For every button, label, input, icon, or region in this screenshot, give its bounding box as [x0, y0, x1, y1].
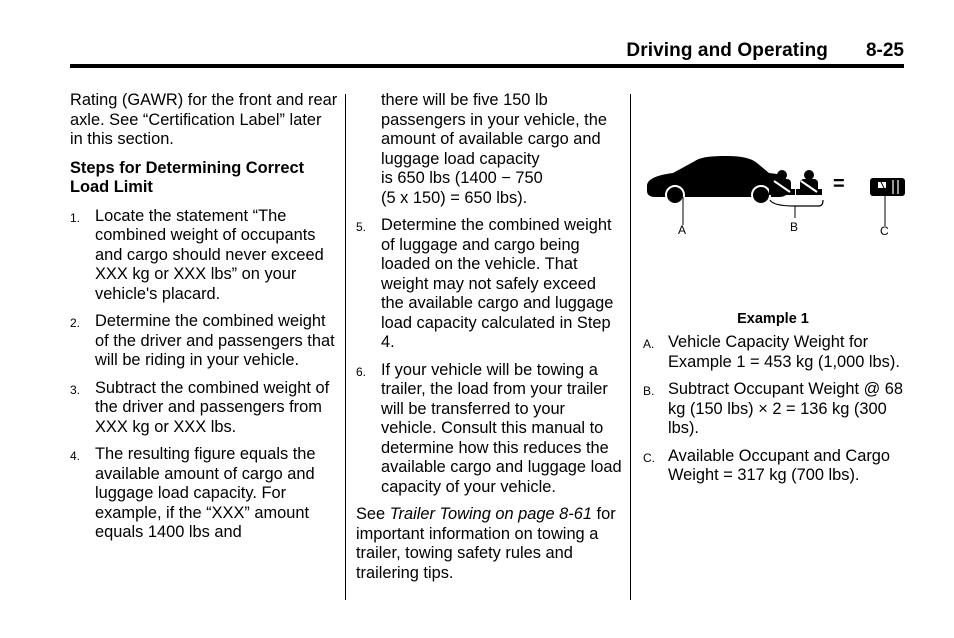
item-text: Available Occupant and Cargo Weight = 317 kg (700 lbs).	[668, 446, 891, 484]
trailer-towing-link[interactable]: Trailer Towing on page 8-61	[389, 505, 592, 523]
item-text: Vehicle Capacity Weight for Example 1 = 453 kg (1,000 lbs).	[668, 333, 900, 371]
label-b: B	[790, 220, 799, 234]
intro-paragraph: Rating (GAWR) for the front and rear axle. See “Certification Label” later in this section.	[70, 91, 338, 148]
see-suffix: for important information on towing a trailer, towing safety rules and trailering tips.	[356, 505, 616, 582]
load-illustration	[643, 91, 913, 301]
car-icon	[647, 156, 788, 204]
step-text: If your vehicle will be towing a trailer, the load from your trailer will be transferred to your vehicle. Consult this manual to determine how this reduces the available cargo and luggage load capacity of your vehicle.	[381, 360, 622, 496]
figure-caption: Example 1	[737, 311, 809, 327]
step-number: 3.	[70, 382, 81, 397]
list-item	[356, 216, 622, 353]
cargo-seat-icon	[870, 178, 905, 196]
steps-heading: Steps for Determining Correct Load Limit	[70, 158, 305, 196]
column-divider	[345, 94, 346, 600]
step-number: 4.	[70, 449, 81, 463]
minus-sign: −	[742, 173, 754, 195]
step-number: 2.	[70, 316, 81, 330]
column-divider	[630, 94, 631, 600]
step-text: The resulting figure equals the available amount of cargo and luggage load capacity. For example, if the “XXX” amount equals 1400 lbs and	[95, 445, 316, 541]
section-title: Driving and Operating	[626, 40, 828, 61]
step-continuation-text: is 650 lbs (1400 − 750	[381, 169, 543, 187]
item-letter: C.	[643, 450, 655, 465]
see-prefix: See	[356, 505, 390, 523]
step-number: 1.	[70, 210, 81, 225]
list-item	[643, 333, 913, 372]
step-text: Subtract the combined weight of the driver and passengers from XXX kg or XXX lbs.	[95, 378, 330, 436]
seated-occupant-icon	[796, 170, 822, 195]
item-text: Subtract Occupant Weight @ 68 kg (150 lbs) × 2 = 136 kg (300 lbs).	[668, 380, 903, 437]
list-item	[70, 379, 338, 438]
step-continuation-text: there will be five 150 lb passengers in your vehicle, the amount of available cargo and luggage load capacity	[381, 91, 607, 168]
label-c: C	[880, 224, 889, 238]
step-continuation	[356, 91, 622, 208]
step-number: 6.	[356, 364, 367, 379]
step-text: Determine the combined weight of the driver and passengers that will be riding in your vehicle.	[95, 312, 335, 369]
list-item	[70, 312, 338, 371]
list-item	[643, 447, 913, 486]
step-continuation-text: (5 x 150) = 650 lbs).	[381, 188, 528, 207]
item-letter: B.	[643, 384, 655, 398]
step-text: Determine the combined weight of luggage and cargo being loaded on the vehicle. That weight may not safely exceed the available cargo and luggage load capacity calculated in Step 4.	[381, 216, 614, 351]
step-text: Locate the statement “The combined weight of occupants and cargo should never exceed XXX kg or XXX lbs” on your vehicle's placard.	[95, 206, 324, 303]
page-header	[70, 38, 904, 68]
grouping-bracket	[770, 200, 823, 206]
label-a: A	[678, 223, 687, 237]
list-item	[356, 361, 622, 498]
see-reference	[356, 505, 622, 583]
list-item	[70, 445, 338, 543]
step-number: 5.	[356, 220, 367, 234]
list-item	[643, 380, 913, 439]
load-figure	[643, 91, 913, 327]
item-letter: A.	[643, 337, 655, 351]
equals-sign: =	[833, 173, 845, 195]
column-left	[70, 91, 338, 551]
column-right	[643, 91, 913, 494]
list-item	[70, 207, 338, 305]
page-number: 8-25	[865, 40, 904, 61]
column-middle	[356, 91, 622, 592]
